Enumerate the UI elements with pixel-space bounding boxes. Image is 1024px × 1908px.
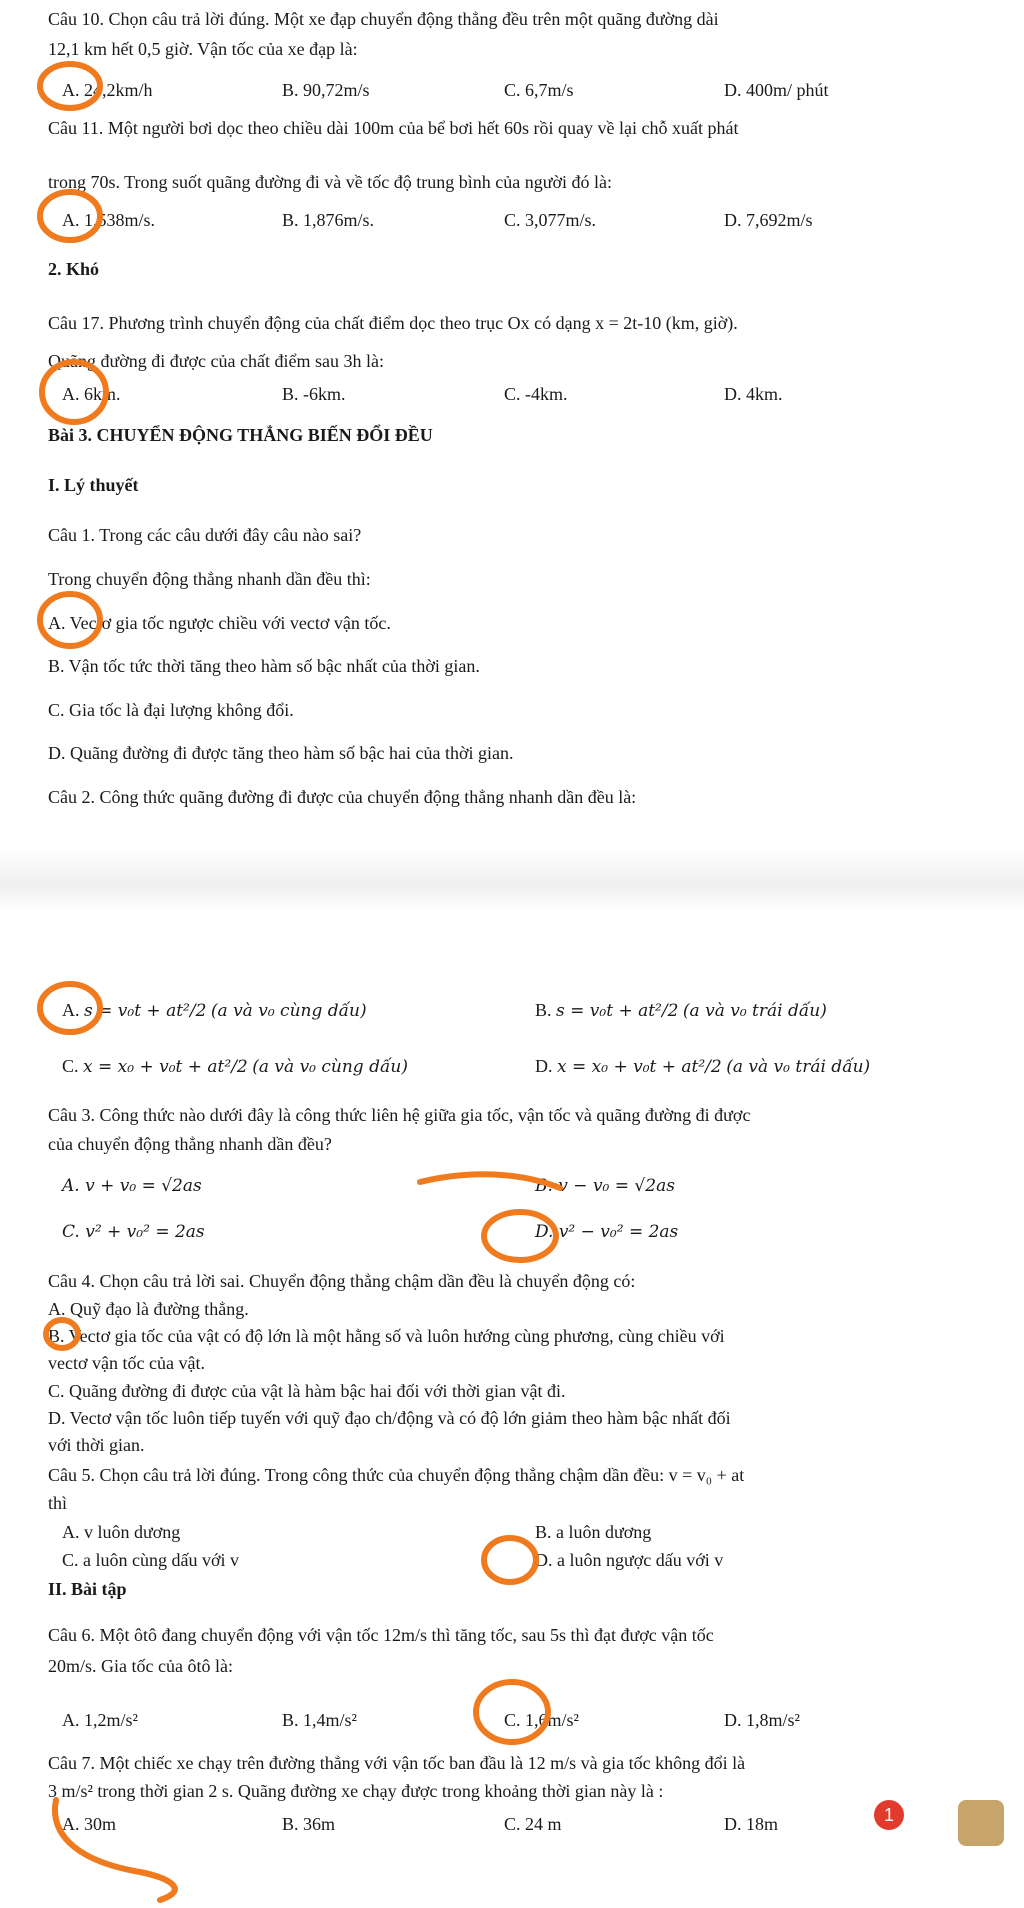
q17-option-b: B. -6km. bbox=[282, 384, 346, 404]
q2-stem: Câu 2. Công thức quãng đường đi được của chuyển động thẳng nhanh dần đều là: bbox=[48, 787, 637, 807]
q5-stem-line2: thì bbox=[48, 1493, 68, 1513]
q2-option-d-formula: x = x₀ + v₀t + at²/2 bbox=[557, 1057, 722, 1077]
q4-option-b-line1: B. Vectơ gia tốc của vật có độ lớn là một hằng số và luôn hướng cùng phương, cùng chiều với bbox=[48, 1326, 725, 1346]
q3-option-c: C. v² + v₀² = 2as bbox=[62, 1222, 205, 1242]
q3-option-b: B. v − v₀ = √2as bbox=[535, 1176, 675, 1196]
q11-stem-line1: Câu 11. Một người bơi dọc theo chiều dài 100m của bể bơi hết 60s rồi quay về lại chỗ xuất phát bbox=[48, 118, 739, 138]
q6-stem-line1: Câu 6. Một ôtô đang chuyển động với vận tốc 12m/s thì tăng tốc, sau 5s thì đạt được vận tốc bbox=[48, 1625, 714, 1645]
theory-title: I. Lý thuyết bbox=[48, 475, 139, 495]
q17-option-a: A. 6km. bbox=[62, 384, 121, 404]
q2-option-b-note: (a và v₀ trái dấu) bbox=[682, 1001, 827, 1021]
q6-option-d: D. 1,8m/s² bbox=[724, 1710, 800, 1730]
q5-option-b: B. a luôn dương bbox=[535, 1522, 652, 1542]
q5-option-c: C. a luôn cùng dấu với v bbox=[62, 1550, 239, 1570]
q1-option-d: D. Quãng đường đi được tăng theo hàm số bậc hai của thời gian. bbox=[48, 743, 514, 763]
page-gap-divider bbox=[0, 850, 1024, 910]
q4-stem: Câu 4. Chọn câu trả lời sai. Chuyển động thẳng chậm dần đều là chuyển động có: bbox=[48, 1271, 636, 1291]
q4-option-a: A. Quỹ đạo là đường thẳng. bbox=[48, 1299, 249, 1319]
q7-option-d: D. 18m bbox=[724, 1814, 778, 1834]
q7-option-b: B. 36m bbox=[282, 1814, 336, 1834]
q1-stem-line2: Trong chuyển động thẳng nhanh dần đều thì: bbox=[48, 569, 371, 589]
q17-stem-line2: Quãng đường đi được của chất điểm sau 3h là: bbox=[48, 351, 384, 371]
q2-option-b-label: B. bbox=[535, 1000, 552, 1020]
q3-stem-line1: Câu 3. Công thức nào dưới đây là công thức liên hệ giữa gia tốc, vận tốc và quãng đường đi được bbox=[48, 1105, 751, 1125]
q17-option-c: C. -4km. bbox=[504, 384, 568, 404]
q10-stem-line2: 12,1 km hết 0,5 giờ. Vận tốc của xe đạp là: bbox=[48, 39, 358, 59]
q4-option-d-line2: với thời gian. bbox=[48, 1435, 145, 1455]
q11-option-c: C. 3,077m/s. bbox=[504, 210, 597, 230]
q11-option-a: A. 1,538m/s. bbox=[62, 210, 156, 230]
q11-stem-line2: trong 70s. Trong suốt quãng đường đi và về tốc độ trung bình của người đó là: bbox=[48, 172, 613, 192]
q4-option-c: C. Quãng đường đi được của vật là hàm bậc hai đối với thời gian vật đi. bbox=[48, 1381, 566, 1401]
q10-option-d: D. 400m/ phút bbox=[724, 80, 829, 100]
q6-option-b: B. 1,4m/s² bbox=[282, 1710, 357, 1730]
q2-option-a-note: (a và v₀ cùng dấu) bbox=[210, 1001, 367, 1021]
q1-option-a: A. Vectơ gia tốc ngược chiều với vectơ vận tốc. bbox=[48, 613, 391, 633]
q6-option-a: A. 1,2m/s² bbox=[62, 1710, 138, 1730]
q1-stem-line1: Câu 1. Trong các câu dưới đây câu nào sai? bbox=[48, 525, 362, 545]
q2-option-d bbox=[535, 1056, 870, 1077]
q6-stem-line2: 20m/s. Gia tốc của ôtô là: bbox=[48, 1656, 233, 1676]
q11-option-b: B. 1,876m/s. bbox=[282, 210, 375, 230]
q6-option-c: C. 1,6m/s² bbox=[504, 1710, 579, 1730]
q4-option-b-line2: vectơ vận tốc của vật. bbox=[48, 1353, 205, 1373]
q2-option-d-note: (a và v₀ trái dấu) bbox=[726, 1057, 871, 1077]
lesson-title: Bài 3. CHUYỂN ĐỘNG THẲNG BIẾN ĐỔI ĐỀU bbox=[48, 425, 433, 445]
q17-stem-line1: Câu 17. Phương trình chuyển động của chất điểm dọc theo trục Ox có dạng x = 2t-10 (km, giờ). bbox=[48, 313, 738, 333]
q5-stem-line1: Câu 5. Chọn câu trả lời đúng. Trong công thức của chuyển động thẳng chậm dần đều: v = v₀ + at bbox=[48, 1465, 745, 1485]
q17-option-d: D. 4km. bbox=[724, 384, 783, 404]
q2-option-a bbox=[62, 1000, 367, 1021]
avatar[interactable] bbox=[958, 1800, 1004, 1846]
q2-option-a-label: A. bbox=[62, 1000, 80, 1020]
q2-option-c bbox=[62, 1056, 408, 1077]
notification-badge[interactable]: 1 bbox=[874, 1800, 904, 1830]
q5-answer-circle bbox=[484, 1538, 536, 1582]
q1-option-b: B. Vận tốc tức thời tăng theo hàm số bậc nhất của thời gian. bbox=[48, 656, 480, 676]
q4-option-d-line1: D. Vectơ vận tốc luôn tiếp tuyến với quỹ đạo ch/động và có độ lớn giảm theo hàm bậc nhất đối bbox=[48, 1408, 731, 1428]
q7-stem-line1: Câu 7. Một chiếc xe chạy trên đường thẳng với vận tốc ban đầu là 12 m/s và gia tốc không đổi là bbox=[48, 1753, 746, 1773]
q2-option-c-note: (a và v₀ cùng dấu) bbox=[252, 1057, 408, 1077]
exercise-title: II. Bài tập bbox=[48, 1579, 127, 1599]
q1-option-c: C. Gia tốc là đại lượng không đổi. bbox=[48, 700, 294, 720]
q2-option-b bbox=[535, 1000, 827, 1021]
q7-option-c: C. 24 m bbox=[504, 1814, 562, 1834]
q2-option-d-label: D. bbox=[535, 1056, 553, 1076]
q2-option-a-formula: s = v₀t + at²/2 bbox=[84, 1001, 207, 1021]
q3-option-a: A. v + v₀ = √2as bbox=[62, 1176, 202, 1196]
q3-stem-line2: của chuyển động thẳng nhanh dần đều? bbox=[48, 1134, 332, 1154]
q11-option-d: D. 7,692m/s bbox=[724, 210, 813, 230]
q7-option-a: A. 30m bbox=[62, 1814, 116, 1834]
q2-option-c-label: C. bbox=[62, 1056, 79, 1076]
q10-stem-line1: Câu 10. Chọn câu trả lời đúng. Một xe đạp chuyển động thẳng đều trên một quãng đường dài bbox=[48, 9, 719, 29]
q3-option-d: D. v² − v₀² = 2as bbox=[535, 1222, 679, 1242]
q2-option-c-formula: x = x₀ + v₀t + at²/2 bbox=[83, 1057, 248, 1077]
q5-option-d: D. a luôn ngược dấu với v bbox=[535, 1550, 724, 1570]
section-hard-heading: 2. Khó bbox=[48, 259, 100, 279]
q7-stem-line2: 3 m/s² trong thời gian 2 s. Quãng đường xe chạy được trong khoảng thời gian này là : bbox=[48, 1781, 664, 1801]
q10-option-c: C. 6,7m/s bbox=[504, 80, 574, 100]
q2-option-b-formula: s = v₀t + at²/2 bbox=[556, 1001, 679, 1021]
q10-option-a: A. 24,2km/h bbox=[62, 80, 153, 100]
q5-option-a: A. v luôn dương bbox=[62, 1522, 181, 1542]
q10-option-b: B. 90,72m/s bbox=[282, 80, 370, 100]
